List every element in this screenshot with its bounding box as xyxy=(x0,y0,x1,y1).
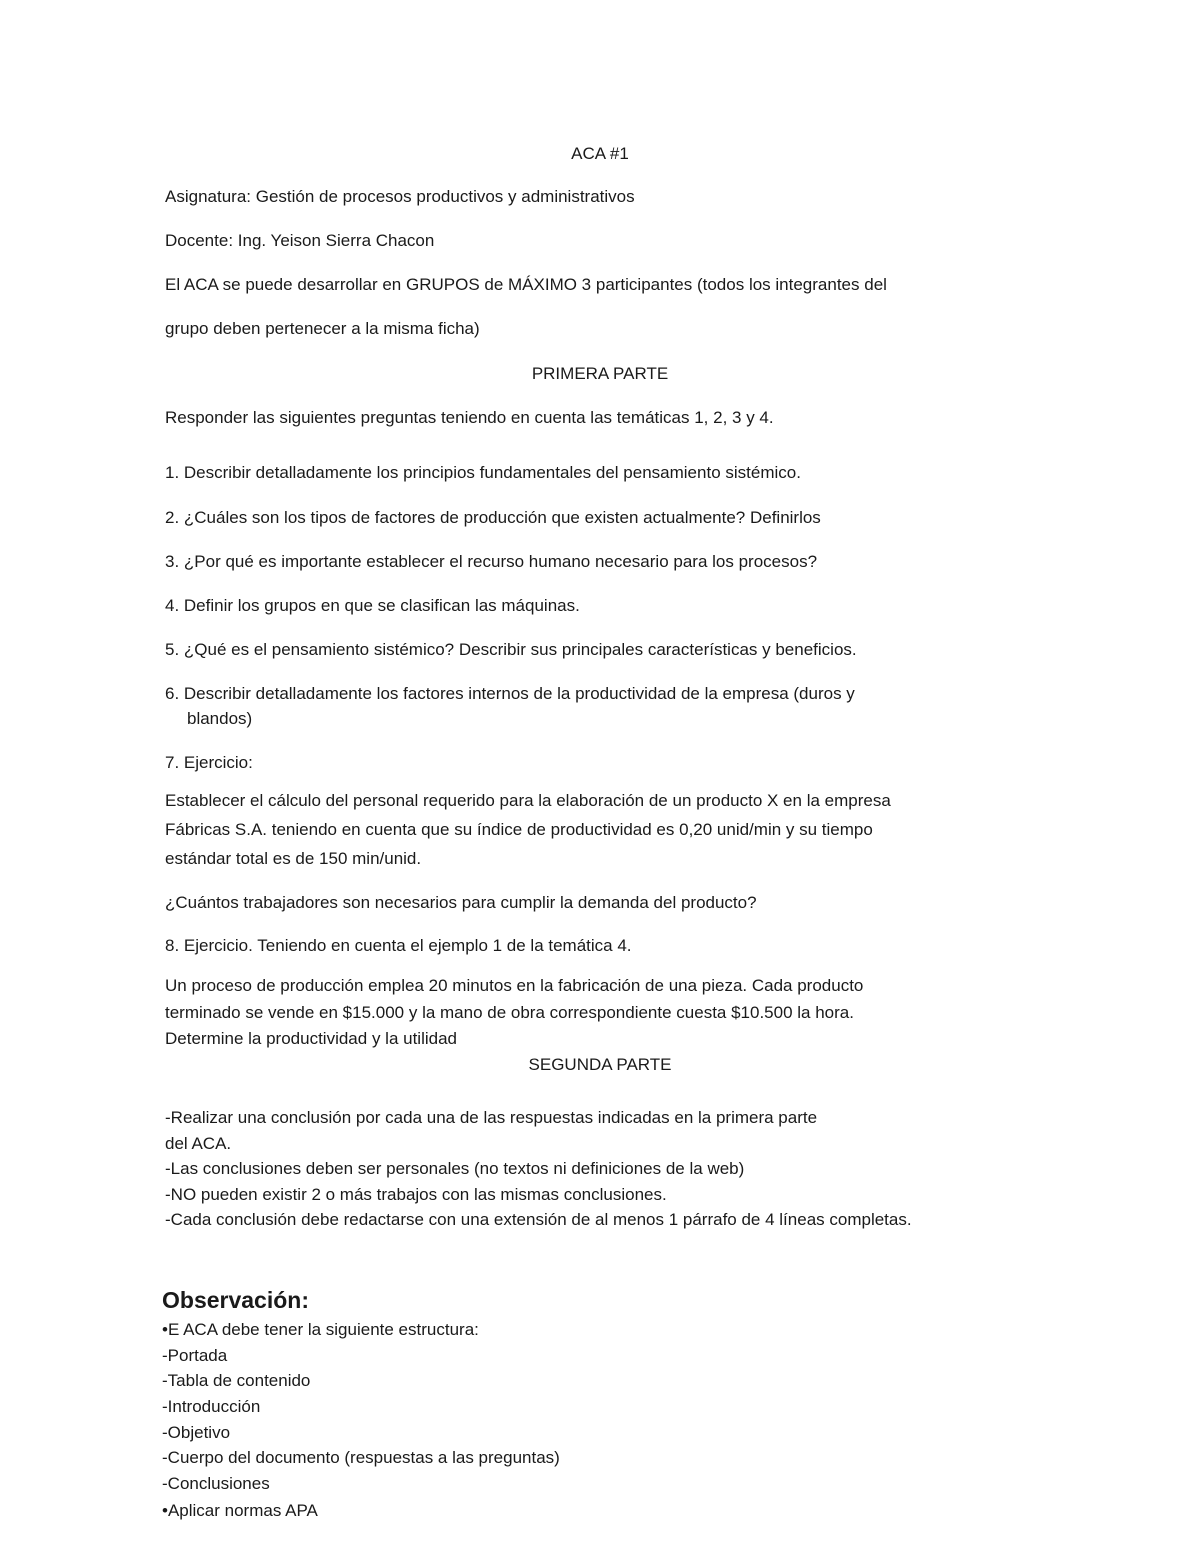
question-1: 1. Describir detalladamente los principios fundamentales del pensamiento sistémico. xyxy=(165,463,801,482)
question-7-text-line-1: Establecer el cálculo del personal requerido para la elaboración de un producto X en la empresa xyxy=(165,791,891,810)
question-6-line-1: 6. Describir detalladamente los factores internos de la productividad de la empresa (duros y xyxy=(165,684,855,703)
observation-item: -Tabla de contenido xyxy=(162,1371,311,1390)
question-4: 4. Definir los grupos en que se clasifican las máquinas. xyxy=(165,596,580,615)
teacher-line: Docente: Ing. Yeison Sierra Chacon xyxy=(165,231,435,250)
observation-item: -Portada xyxy=(162,1346,228,1365)
observation-item: •E ACA debe tener la siguiente estructura: xyxy=(162,1320,479,1339)
question-8-text-line-1: Un proceso de producción emplea 20 minutos en la fabricación de una pieza. Cada producto xyxy=(165,976,864,995)
groups-line-2: grupo deben pertenecer a la misma ficha) xyxy=(165,319,480,338)
part2-line-3: -Las conclusiones deben ser personales (no textos ni definiciones de la web) xyxy=(165,1159,745,1178)
part2-line-1: -Realizar una conclusión por cada una de las respuestas indicadas en la primera parte xyxy=(165,1108,818,1127)
observation-item: -Objetivo xyxy=(162,1423,231,1442)
observation-title: Observación: xyxy=(162,1287,309,1313)
question-8-text-line-3: Determine la productividad y la utilidad xyxy=(165,1029,457,1048)
observation-item: -Introducción xyxy=(162,1397,261,1416)
question-8-text-line-2: terminado se vende en $15.000 y la mano de obra correspondiente cuesta $10.500 la hora. xyxy=(165,1003,854,1022)
question-7-text-line-3: estándar total es de 150 min/unid. xyxy=(165,849,422,868)
question-2: 2. ¿Cuáles son los tipos de factores de producción que existen actualmente? Definirlos xyxy=(165,508,821,527)
part2-line-5: -Cada conclusión debe redactarse con una extensión de al menos 1 párrafo de 4 líneas completas. xyxy=(165,1210,912,1229)
part2-line-4: -NO pueden existir 2 o más trabajos con las mismas conclusiones. xyxy=(165,1185,667,1204)
part1-intro: Responder las siguientes preguntas teniendo en cuenta las temáticas 1, 2, 3 y 4. xyxy=(165,408,774,427)
document-title: ACA #1 xyxy=(571,144,629,163)
observation-item: -Conclusiones xyxy=(162,1474,270,1493)
part2-heading: SEGUNDA PARTE xyxy=(528,1055,672,1074)
observation-item: -Cuerpo del documento (respuestas a las preguntas) xyxy=(162,1448,560,1467)
subject-line: Asignatura: Gestión de procesos productivos y administrativos xyxy=(165,187,635,206)
question-6-line-2: blandos) xyxy=(187,709,253,728)
groups-line-1: El ACA se puede desarrollar en GRUPOS de MÁXIMO 3 participantes (todos los integrantes del xyxy=(165,275,887,294)
question-3: 3. ¿Por qué es importante establecer el recurso humano necesario para los procesos? xyxy=(165,552,818,571)
observation-item: •Aplicar normas APA xyxy=(162,1501,318,1520)
part1-heading: PRIMERA PARTE xyxy=(531,364,669,383)
question-7-question: ¿Cuántos trabajadores son necesarios para cumplir la demanda del producto? xyxy=(165,893,757,912)
question-8: 8. Ejercicio. Teniendo en cuenta el ejemplo 1 de la temática 4. xyxy=(165,936,632,955)
question-7: 7. Ejercicio: xyxy=(165,753,253,772)
question-7-text-line-2: Fábricas S.A. teniendo en cuenta que su índice de productividad es 0,20 unid/min y su tiempo xyxy=(165,820,873,839)
question-5: 5. ¿Qué es el pensamiento sistémico? Describir sus principales características y beneficios. xyxy=(165,640,857,659)
part2-line-2: del ACA. xyxy=(165,1134,232,1153)
